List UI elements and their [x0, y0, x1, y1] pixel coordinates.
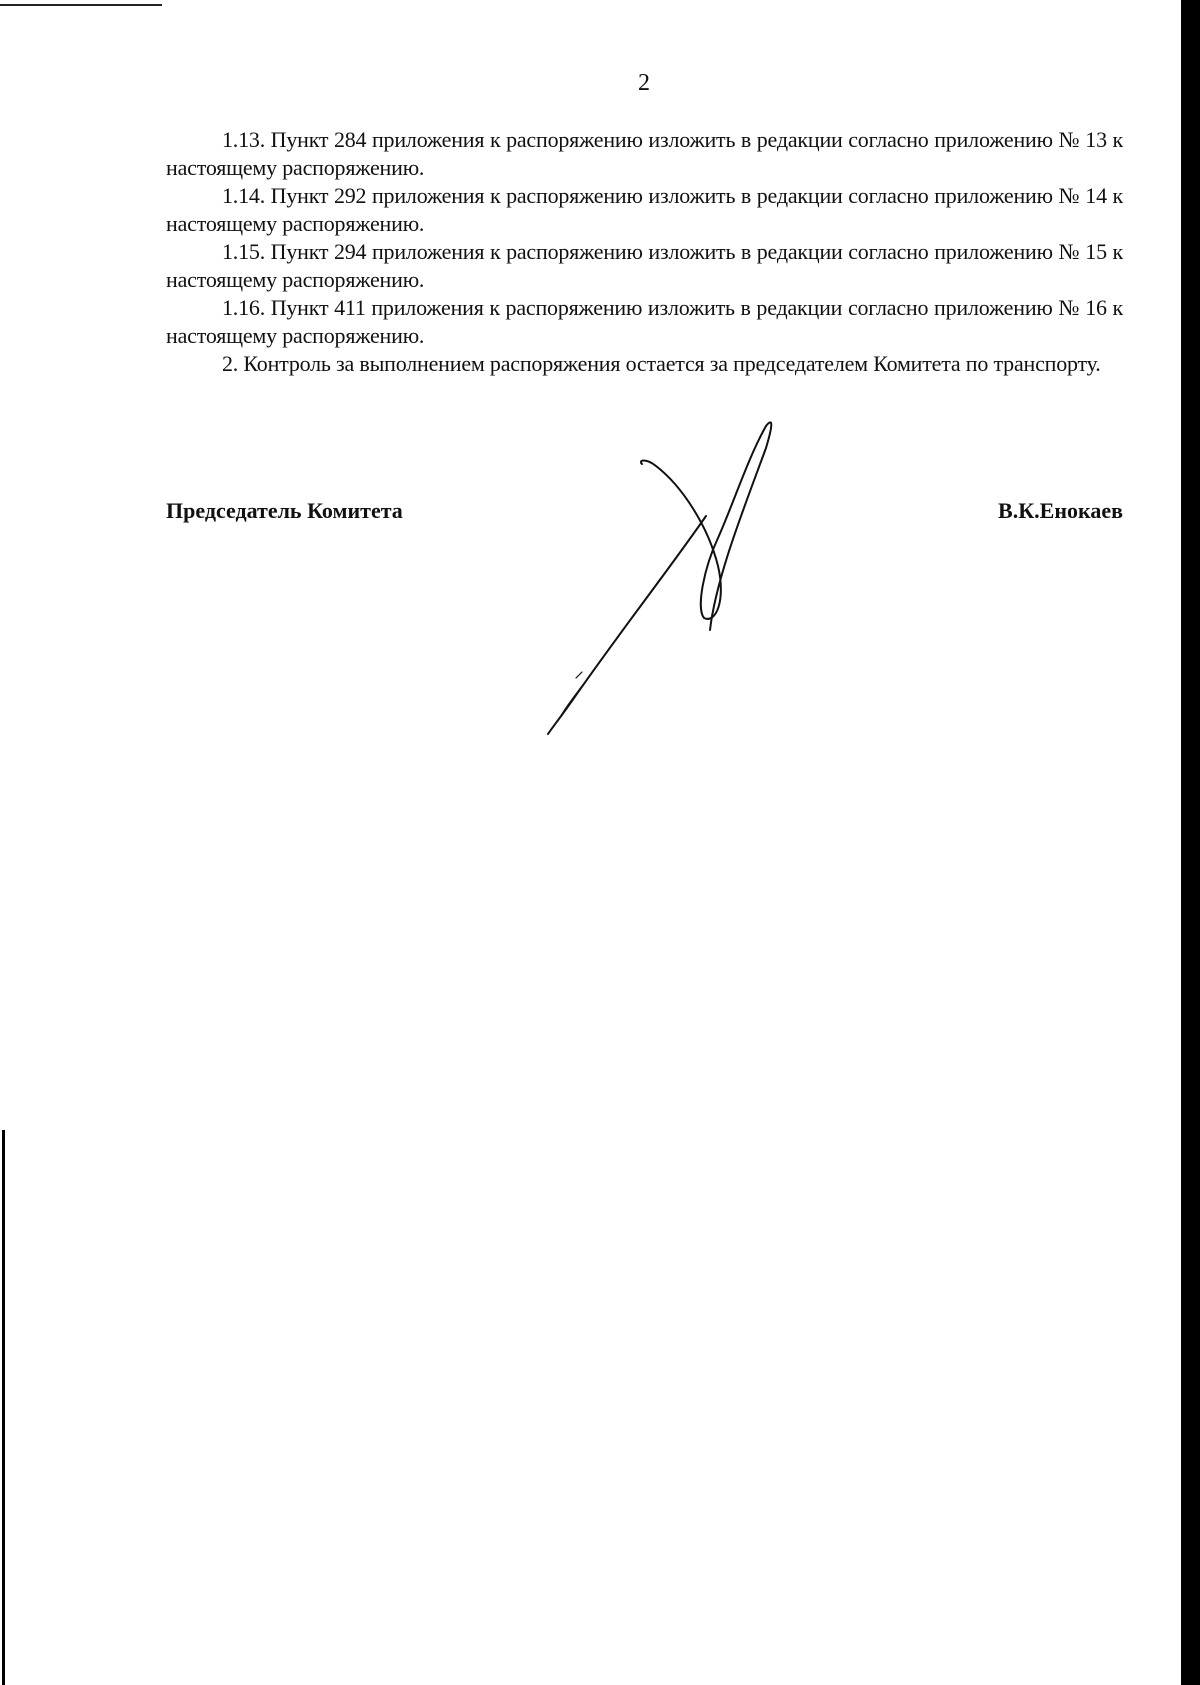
handwritten-signature	[520, 418, 780, 738]
scan-edge-right	[1181, 0, 1200, 1685]
signer-title: Председатель Комитета	[166, 498, 403, 523]
paragraph-1-14: 1.14. Пункт 292 приложения к распоряжению изложить в редакции согласно приложению № 14 к настоящему распоряжению.	[166, 183, 1123, 236]
paragraph-1-16: 1.16. Пункт 411 приложения к распоряжению изложить в редакции согласно приложению № 16 к настоящему распоряжению.	[166, 295, 1123, 348]
paragraph-2-control: 2. Контроль за выполнением распоряжения остается за председателем Комитета по транспорту.	[222, 351, 1101, 376]
paragraph-1-13: 1.13. Пункт 284 приложения к распоряжению изложить в редакции согласно приложению № 13 к настоящему распоряжению.	[166, 127, 1123, 180]
paragraph-1-15: 1.15. Пункт 294 приложения к распоряжению изложить в редакции согласно приложению № 15 к настоящему распоряжению.	[166, 239, 1123, 292]
scan-edge-top	[0, 4, 162, 6]
scan-edge-left	[2, 1130, 5, 1685]
signer-name: В.К.Енокаев	[998, 498, 1123, 523]
document-body	[166, 126, 1123, 378]
page-number: 2	[638, 70, 650, 96]
